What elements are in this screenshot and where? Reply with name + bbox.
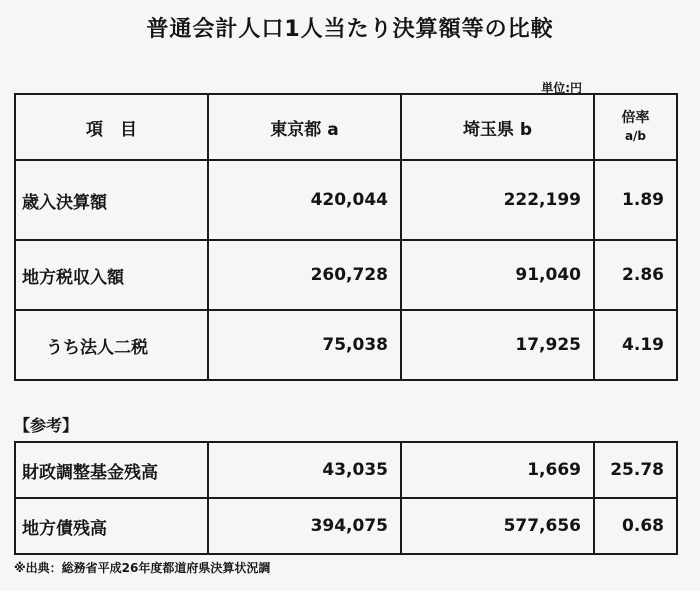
table-row	[15, 498, 677, 554]
table-row	[15, 310, 677, 380]
row-saitama-value: 1,669	[401, 442, 594, 498]
header-ratio-sub: a/b	[624, 129, 647, 143]
row-label: うち法人二税	[15, 310, 208, 380]
header-tokyo: 東京都 a	[208, 94, 401, 160]
table-row	[15, 240, 677, 310]
row-tokyo-value: 75,038	[208, 310, 401, 380]
row-saitama-value: 222,199	[401, 160, 594, 240]
page-title: 普通会計人口1人当たり決算額等の比較	[146, 17, 554, 42]
row-label: 歳入決算額	[15, 160, 208, 240]
row-ratio-value: 2.86	[594, 240, 677, 310]
row-label: 財政調整基金残高	[15, 442, 208, 498]
header-item: 項 目	[15, 94, 208, 160]
row-tokyo-value: 394,075	[208, 498, 401, 554]
row-ratio-value: 25.78	[594, 442, 677, 498]
row-tokyo-value: 43,035	[208, 442, 401, 498]
row-saitama-value: 17,925	[401, 310, 594, 380]
row-ratio-value: 1.89	[594, 160, 677, 240]
row-label: 地方税収入額	[15, 240, 208, 310]
table-header-row	[15, 94, 677, 160]
row-tokyo-value: 260,728	[208, 240, 401, 310]
row-ratio-value: 0.68	[594, 498, 677, 554]
reference-table	[14, 441, 678, 555]
row-label: 地方債残高	[15, 498, 208, 554]
header-ratio	[594, 94, 677, 160]
table-row	[15, 160, 677, 240]
source-note: ※出典：総務省平成26年度都道府県決算状況調	[14, 561, 271, 575]
header-ratio-label: 倍率	[621, 110, 650, 126]
header-saitama: 埼玉県 b	[401, 94, 594, 160]
reference-heading: 【参考】	[14, 416, 79, 435]
table-row	[15, 442, 677, 498]
row-ratio-value: 4.19	[594, 310, 677, 380]
row-tokyo-value: 420,044	[208, 160, 401, 240]
unit-label: 単位:円	[541, 81, 582, 95]
row-saitama-value: 577,656	[401, 498, 594, 554]
row-saitama-value: 91,040	[401, 240, 594, 310]
comparison-table	[14, 93, 678, 381]
